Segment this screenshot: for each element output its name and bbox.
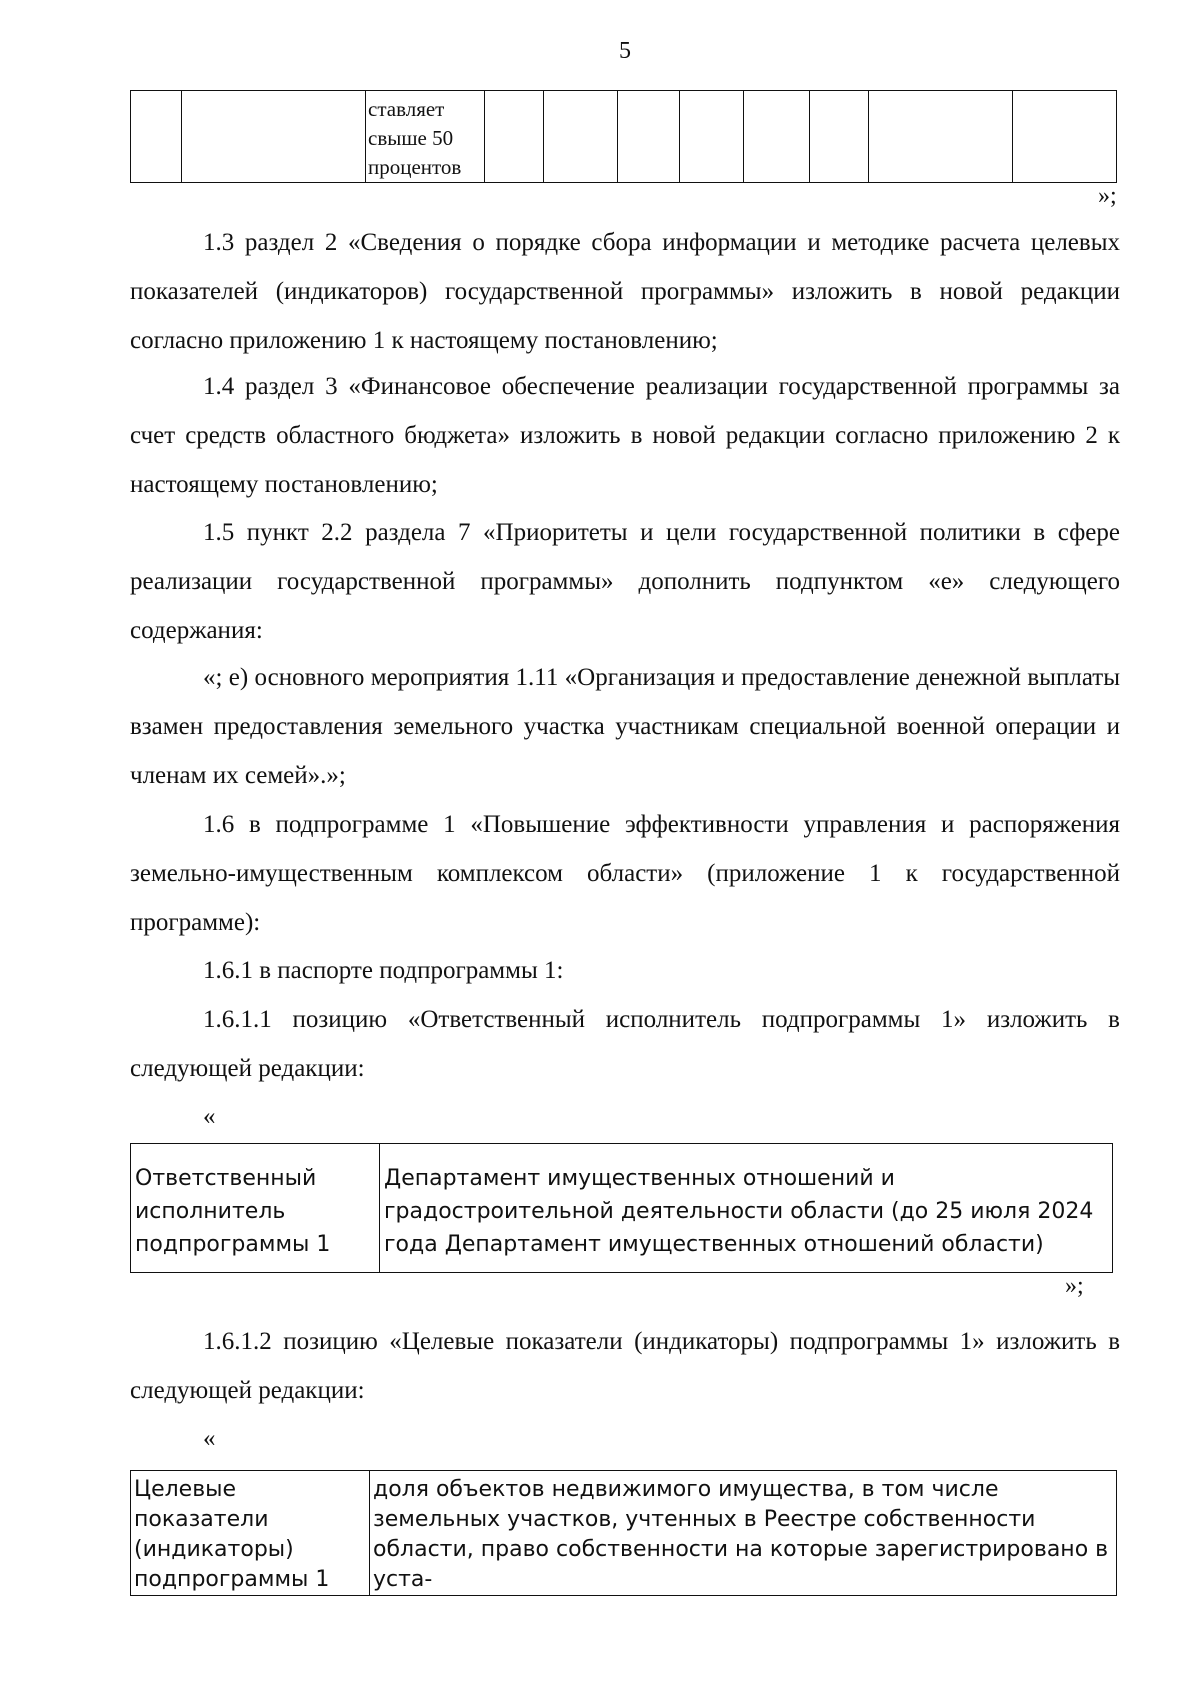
table-cell <box>131 91 182 183</box>
table-cell <box>182 91 366 183</box>
paragraph-1-6-1-1: 1.6.1.1 позицию «Ответственный исполнитель подпрограммы 1» изложить в следующей редакции: <box>130 1006 1120 1082</box>
paragraph-1-6-1-2: 1.6.1.2 позицию «Целевые показатели (индикаторы) подпрограммы 1» изложить в следующей редакции: <box>130 1328 1120 1404</box>
table-cell-value: доля объектов недвижимого имущества, в том числе земельных участков, учтенных в Реестре собственности области, право собственности на которые зарегистрировано в уста- <box>370 1471 1117 1596</box>
table-cell-text <box>366 91 485 183</box>
continued-table <box>130 90 1117 183</box>
table-cell-value: Департамент имущественных отношений и градостроительной деятельности области (до 25 июля 2024 года Департамент имущественных отношений области) <box>380 1144 1113 1273</box>
paragraph-1-4: 1.4 раздел 3 «Финансовое обеспечение реализации государственной программы за счет средств областного бюджета» изложить в новой редакции согласно приложению 2 к настоящему постановлению; <box>130 373 1120 498</box>
paragraph-e: «; е) основного мероприятия 1.11 «Организация и предоставление денежной выплаты взамен предоставления земельного участка участникам специальной военной операции и членам их семей».»; <box>130 664 1120 789</box>
table-cell-label: Ответственный исполнитель подпрограммы 1 <box>131 1144 380 1273</box>
cell-line: свыше 50 <box>368 126 454 150</box>
cell-line: ставляет <box>368 97 445 121</box>
paragraph-1-6-1: 1.6.1 в паспорте подпрограммы 1: <box>203 957 564 984</box>
opening-quote: « <box>203 1103 216 1130</box>
table-cell <box>1013 91 1117 183</box>
closing-quote: »; <box>1065 1273 1084 1299</box>
table-cell <box>544 91 618 183</box>
table-cell <box>680 91 744 183</box>
paragraph-1-5: 1.5 пункт 2.2 раздела 7 «Приоритеты и цели государственной политики в сфере реализации государственной программы» дополнить подпунктом «е» следующего содержания: <box>130 519 1120 644</box>
paragraph-1-6: 1.6 в подпрограмме 1 «Повышение эффективности управления и распоряжения земельно-имущественным комплексом области» (приложение 1 к государственной программе): <box>130 811 1120 936</box>
cell-line: процентов <box>368 155 462 179</box>
table-cell <box>485 91 544 183</box>
opening-quote: « <box>203 1425 216 1452</box>
target-indicators-table <box>130 1470 1117 1596</box>
table-cell <box>810 91 869 183</box>
page-number: 5 <box>619 38 631 64</box>
closing-quote: »; <box>1098 183 1117 209</box>
table-cell <box>869 91 1013 183</box>
table-cell <box>744 91 810 183</box>
paragraph-1-3: 1.3 раздел 2 «Сведения о порядке сбора информации и методике расчета целевых показателей (индикаторов) государственной программы» изложить в новой редакции согласно приложению 1 к настоящему постановлению; <box>130 229 1120 354</box>
table-cell <box>618 91 680 183</box>
responsible-executor-table <box>130 1143 1113 1273</box>
table-cell-label: Целевые показатели (индикаторы) подпрограммы 1 <box>131 1471 370 1596</box>
